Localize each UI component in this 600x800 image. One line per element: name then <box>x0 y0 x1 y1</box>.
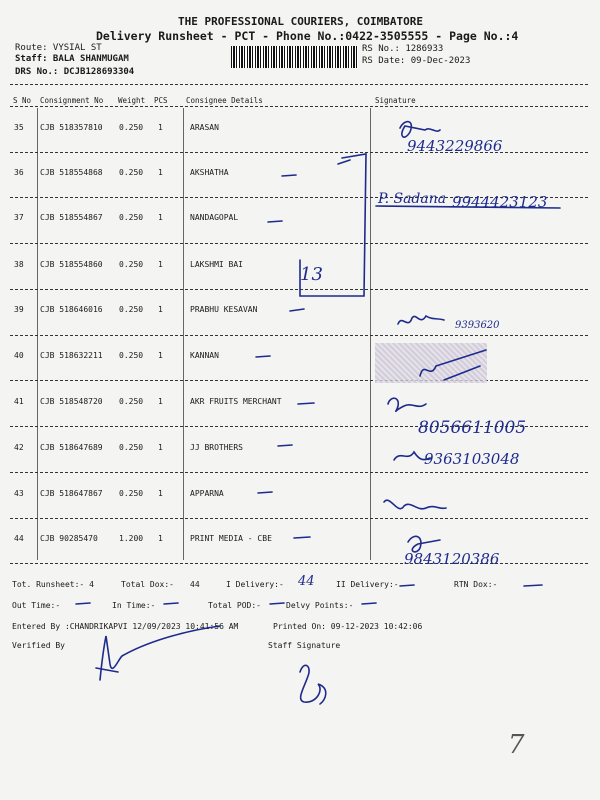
row-pcs: 1 <box>158 213 163 222</box>
dash-mark <box>290 309 304 311</box>
row-consignee: PRINT MEDIA - CBE <box>190 534 272 543</box>
dash-mark <box>362 603 376 604</box>
col-consignee: Consignee Details <box>186 96 263 105</box>
row-consignee: JJ BROTHERS <box>190 443 243 452</box>
staff-signature-label: Staff Signature <box>268 641 341 650</box>
ii-delivery-label: II Delivery:- <box>336 580 399 589</box>
verified-by-label: Verified By <box>12 641 65 650</box>
row-consignee: APPARNA <box>190 489 224 498</box>
staff-label: Staff: BALA SHANMUGAM <box>15 54 129 64</box>
dash-mark <box>76 603 90 604</box>
i-delivery-label: I Delivery:- <box>226 580 284 589</box>
row-weight: 0.250 <box>119 351 144 360</box>
row-pcs: 1 <box>158 443 163 452</box>
signature-mark <box>444 366 480 380</box>
row-sno: 38 <box>14 260 24 269</box>
row-weight: 1.200 <box>119 534 144 543</box>
row-pcs: 1 <box>158 260 163 269</box>
row-weight: 0.250 <box>119 213 144 222</box>
signature-mark <box>376 206 560 208</box>
row-consignee: KANNAN <box>190 351 219 360</box>
company-title: THE PROFESSIONAL COURIERS, COIMBATORE <box>178 15 424 28</box>
col-pcs: PCS <box>154 96 168 105</box>
row-sno: 37 <box>14 213 24 222</box>
in-time-label: In Time:- <box>112 601 156 610</box>
bracket-mark <box>338 160 350 164</box>
dash-mark <box>278 445 292 446</box>
handwritten-phone: 9843120386 <box>404 550 500 568</box>
drs-label: DRS No.: DCJB128693304 <box>15 67 135 77</box>
col-sno: S No <box>13 96 32 105</box>
row-consignee: AKR FRUITS MERCHANT <box>190 397 282 406</box>
row-pcs: 1 <box>158 489 163 498</box>
tot-runsheet: Tot. Runsheet:- 4 <box>12 580 94 589</box>
rtn-dox-label: RTN Dox:- <box>454 580 498 589</box>
row-sno: 39 <box>14 305 24 314</box>
dash-mark <box>258 492 272 493</box>
row-sno: 35 <box>14 123 24 132</box>
dash-mark <box>298 403 314 404</box>
handwritten-delivery-count: 44 <box>298 574 315 589</box>
row-weight: 0.250 <box>119 123 144 132</box>
printed-on: Printed On: 09-12-2023 10:42:06 <box>273 622 423 631</box>
col-weight: Weight <box>118 96 146 105</box>
dash-mark <box>270 603 284 604</box>
row-consignee: LAKSHMI BAI <box>190 260 243 269</box>
row-consignment: CJB 518554860 <box>40 260 103 269</box>
handwritten-phone: 9944423123 <box>452 193 548 211</box>
staff-signature <box>300 665 326 704</box>
dash-mark <box>294 537 310 538</box>
row-consignee: PRABHU KESAVAN <box>190 305 258 314</box>
row-pcs: 1 <box>158 534 163 543</box>
handwritten-count: 13 <box>300 264 323 285</box>
signature-mark <box>398 316 444 324</box>
handwritten-name: P. Sadana <box>378 191 447 207</box>
dash-mark <box>282 175 296 176</box>
delvy-points-label: Delvy Points:- <box>286 601 354 610</box>
row-weight: 0.250 <box>119 489 144 498</box>
row-pcs: 1 <box>158 397 163 406</box>
row-weight: 0.250 <box>119 443 144 452</box>
row-consignment: CJB 518554868 <box>40 168 103 177</box>
signature-mark <box>400 122 440 138</box>
entered-by: Entered By :CHANDRIKAPVI 12/09/2023 10:41:56 AM <box>12 622 239 631</box>
row-sno: 40 <box>14 351 24 360</box>
row-consignment: CJB 518357810 <box>40 123 103 132</box>
row-sno: 42 <box>14 443 24 452</box>
total-dox-value: 44 <box>190 580 200 589</box>
row-consignment: CJB 518548720 <box>40 397 103 406</box>
handwritten-phone: 9393620 <box>455 320 500 331</box>
dash-mark <box>256 356 270 357</box>
row-sno: 44 <box>14 534 24 543</box>
signature-mark <box>384 500 446 509</box>
signature-mark <box>420 350 486 376</box>
total-dox-label: Total Dox:- <box>121 580 174 589</box>
col-signature: Signature <box>375 96 416 105</box>
row-consignment: CJB 518647867 <box>40 489 103 498</box>
col-consignment: Consignment No <box>40 96 104 105</box>
row-consignee: ARASAN <box>190 123 219 132</box>
rs-date: RS Date: 09-Dec-2023 <box>362 56 471 66</box>
row-sno: 43 <box>14 489 24 498</box>
dash-mark <box>524 585 542 586</box>
row-consignee: AKSHATHA <box>190 168 229 177</box>
row-weight: 0.250 <box>119 397 144 406</box>
row-pcs: 1 <box>158 123 163 132</box>
rs-no: RS No.: 1286933 <box>362 44 444 54</box>
handwritten-phone: 9363103048 <box>424 450 520 468</box>
row-sno: 36 <box>14 168 24 177</box>
bracket-mark <box>300 154 366 296</box>
row-consignment: CJB 90285470 <box>40 534 98 543</box>
row-pcs: 1 <box>158 305 163 314</box>
runsheet-title: Delivery Runsheet - PCT - Phone No.:0422-3505555 - Page No.:4 <box>96 29 519 43</box>
row-weight: 0.250 <box>119 305 144 314</box>
dash-mark <box>268 221 282 222</box>
row-consignee: NANDAGOPAL <box>190 213 239 222</box>
dash-mark <box>164 603 178 604</box>
row-pcs: 1 <box>158 351 163 360</box>
signature-mark <box>408 536 440 552</box>
dash-mark <box>400 585 414 586</box>
row-consignment: CJB 518632211 <box>40 351 103 360</box>
row-weight: 0.250 <box>119 260 144 269</box>
row-sno: 41 <box>14 397 24 406</box>
handwritten-phone: 8056611005 <box>418 418 527 438</box>
row-weight: 0.250 <box>119 168 144 177</box>
handwritten-page-mark: 7 <box>508 730 525 760</box>
verified-signature <box>96 668 118 672</box>
total-pod-label: Total POD:- <box>208 601 261 610</box>
row-consignment: CJB 518554867 <box>40 213 103 222</box>
row-pcs: 1 <box>158 168 163 177</box>
route-label: Route: VYSIAL ST <box>15 43 102 53</box>
row-consignment: CJB 518646016 <box>40 305 103 314</box>
signature-mark <box>394 452 430 460</box>
out-time-label: Out Time:- <box>12 601 61 610</box>
signature-mark <box>388 398 426 411</box>
handwritten-phone: 9443229866 <box>407 137 503 155</box>
row-consignment: CJB 518647689 <box>40 443 103 452</box>
